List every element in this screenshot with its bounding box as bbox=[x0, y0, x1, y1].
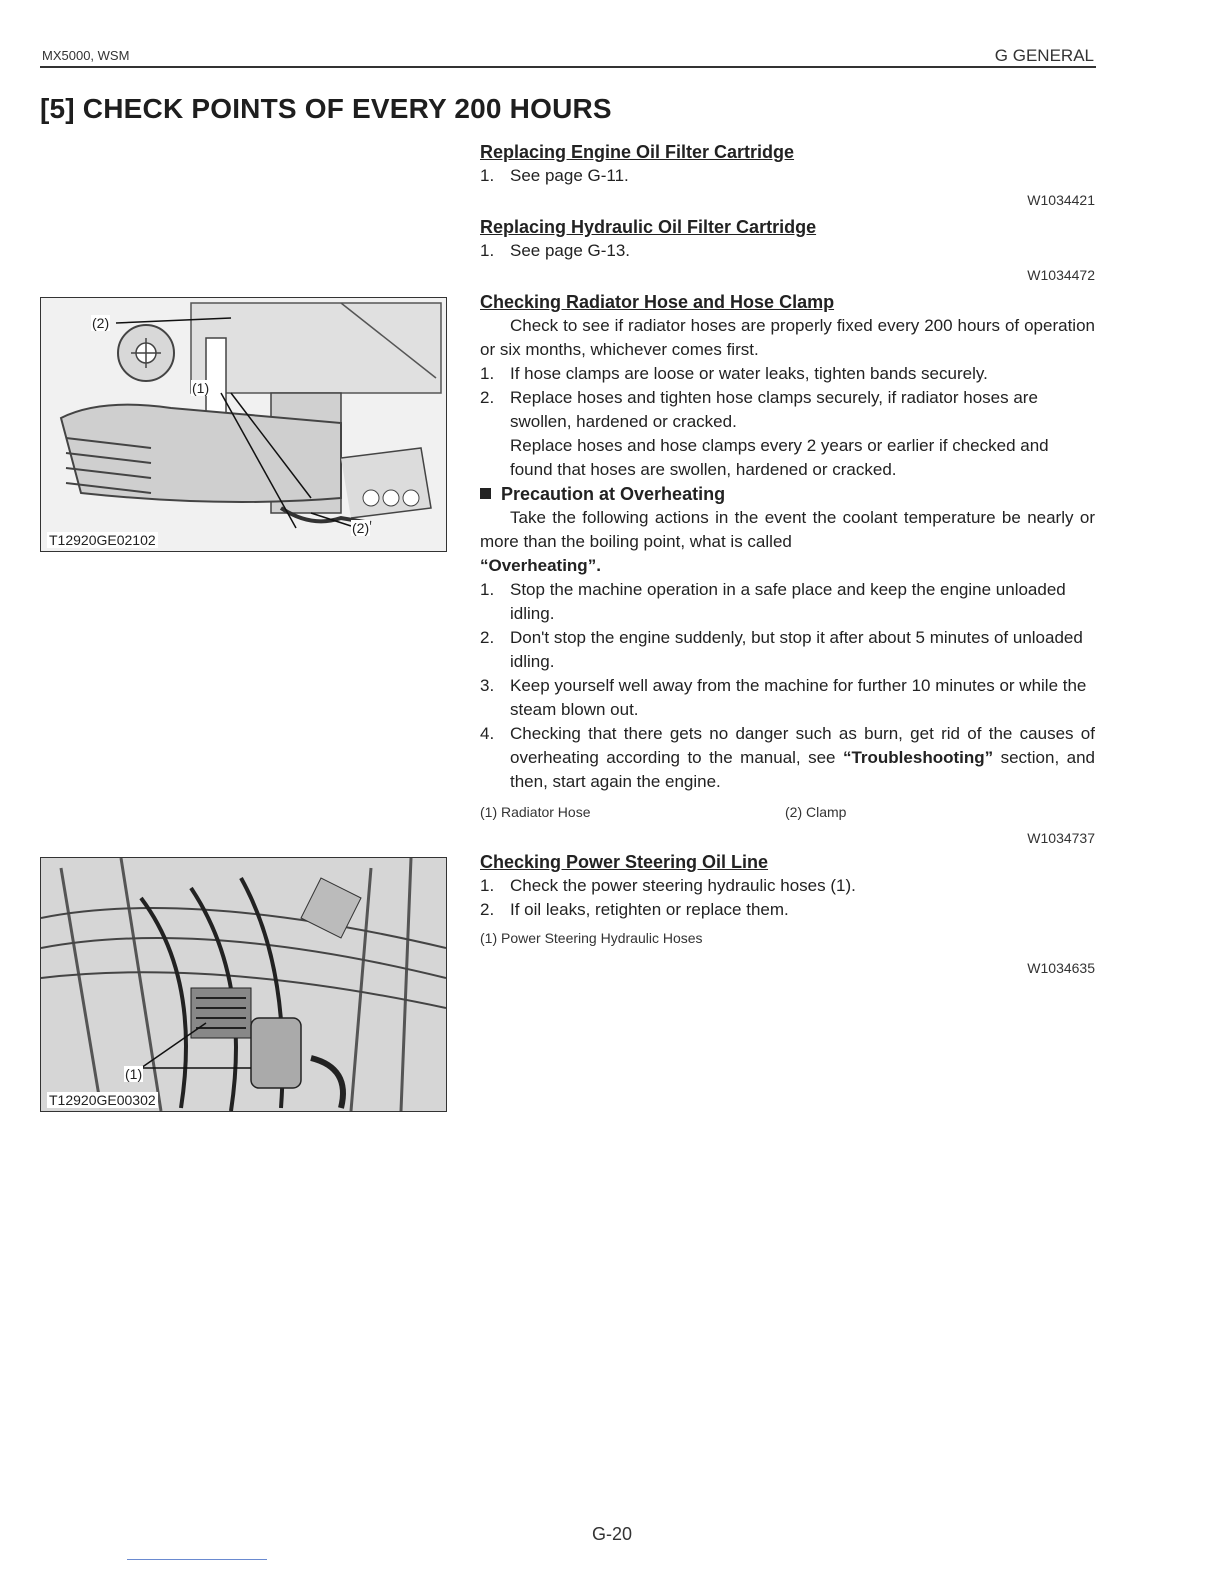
list-item bbox=[480, 898, 1095, 922]
step-number: 1. bbox=[480, 580, 495, 599]
legend-item: (1) Power Steering Hydraulic Hoses bbox=[480, 930, 703, 946]
figure-legend bbox=[480, 800, 1095, 824]
section-radiator-hose bbox=[480, 290, 1095, 850]
overheating-term: “Overheating”. bbox=[480, 556, 601, 575]
step-text: Stop the machine operation in a safe place and keep the engine unloaded idling. bbox=[510, 580, 1066, 623]
troubleshooting-reference: “Troubleshooting” bbox=[842, 748, 994, 767]
step-number: 1. bbox=[480, 166, 495, 185]
overheating-steps bbox=[480, 578, 1095, 794]
step-list bbox=[480, 362, 1095, 434]
square-bullet-icon bbox=[480, 488, 491, 499]
section-title: Replacing Engine Oil Filter Cartridge bbox=[480, 142, 795, 162]
section-code: W1034635 bbox=[1027, 960, 1095, 976]
step-text: If hose clamps are loose or water leaks, tighten bands securely. bbox=[510, 364, 988, 383]
step-text: Checking that there gets no danger such as burn, get rid of the causes of overheating according to the manual, see bbox=[510, 724, 1095, 767]
section-code: W1034472 bbox=[1027, 267, 1095, 283]
list-item bbox=[480, 362, 1095, 386]
step-list bbox=[480, 874, 1095, 922]
step-number: 2. bbox=[480, 388, 495, 407]
figure2-code: T12920GE00302 bbox=[49, 1092, 156, 1108]
step-number: 2. bbox=[480, 900, 495, 919]
section-title: Checking Radiator Hose and Hose Clamp bbox=[480, 292, 835, 312]
callout-power-steering-hoses: (1) bbox=[125, 1066, 143, 1082]
header-section-name: G GENERAL bbox=[994, 46, 1094, 65]
list-item bbox=[480, 239, 1095, 263]
footer-rule bbox=[127, 1559, 267, 1560]
precaution-intro bbox=[480, 506, 1095, 554]
step-text: Replace hoses and tighten hose clamps securely, if radiator hoses are swollen, hardened or cracked. bbox=[510, 388, 1038, 431]
header-manual-name: MX5000, WSM bbox=[42, 48, 130, 63]
step-number: 1. bbox=[480, 364, 495, 383]
callout-radiator-hose: (1) bbox=[192, 380, 210, 396]
header-rule bbox=[40, 66, 1096, 68]
step-number: 3. bbox=[480, 676, 495, 695]
step-text: Don't stop the engine suddenly, but stop it after about 5 minutes of unloaded idling. bbox=[510, 628, 1083, 671]
replacement-note: Replace hoses and hose clamps every 2 years or earlier if checked and found that hoses are swollen, hardened or cracked. bbox=[510, 436, 1049, 479]
list-item bbox=[480, 164, 1095, 188]
step-text: Check the power steering hydraulic hoses (1). bbox=[510, 876, 856, 895]
step-list bbox=[480, 239, 1095, 263]
callout-clamp-bottom: (2) bbox=[352, 520, 370, 536]
list-item bbox=[480, 722, 1095, 794]
step-text: If oil leaks, retighten or replace them. bbox=[510, 900, 789, 919]
list-item bbox=[480, 874, 1095, 898]
step-number: 1. bbox=[480, 241, 495, 260]
step-text: See page G-11. bbox=[510, 166, 629, 185]
step-text-end: section, and then, start again the engine. bbox=[510, 748, 1095, 791]
page-title: [5] CHECK POINTS OF EVERY 200 HOURS bbox=[40, 93, 612, 124]
section-code: W1034737 bbox=[1027, 830, 1095, 846]
precaution-title: Precaution at Overheating bbox=[501, 484, 726, 504]
precaution-heading bbox=[480, 482, 1095, 506]
step-text: See page G-13. bbox=[510, 241, 631, 260]
section-power-steering bbox=[480, 850, 1095, 980]
power-steering-illustration bbox=[41, 858, 446, 1111]
page-number: G-20 bbox=[591, 1524, 633, 1544]
figure-legend bbox=[480, 926, 1095, 950]
step-number: 2. bbox=[480, 628, 495, 647]
legend-item: (2) Clamp bbox=[785, 804, 847, 820]
radiator-hose-figure bbox=[40, 297, 447, 552]
list-item bbox=[480, 674, 1095, 722]
power-steering-figure bbox=[40, 857, 447, 1112]
figure1-code: T12920GE02102 bbox=[49, 532, 156, 548]
step-number: 1. bbox=[480, 876, 495, 895]
step-number: 4. bbox=[480, 724, 495, 743]
section-hydraulic-oil-filter bbox=[480, 215, 1095, 287]
list-item bbox=[480, 386, 1095, 434]
section-engine-oil-filter bbox=[480, 140, 1095, 212]
callout-clamp-top: (2) bbox=[92, 315, 110, 331]
legend-item: (1) Radiator Hose bbox=[480, 804, 591, 820]
step-list bbox=[480, 164, 1095, 188]
list-item bbox=[480, 626, 1095, 674]
section-title: Replacing Hydraulic Oil Filter Cartridge bbox=[480, 217, 817, 237]
step-text: Keep yourself well away from the machine for further 10 minutes or while the steam blown out. bbox=[510, 676, 1087, 719]
radiator-illustration bbox=[41, 298, 446, 551]
section-intro: Check to see if radiator hoses are properly fixed every 200 hours of operation or six months, whichever comes first. bbox=[480, 316, 1095, 359]
section-title: Checking Power Steering Oil Line bbox=[480, 852, 769, 872]
list-item bbox=[480, 578, 1095, 626]
precaution-intro-text: Take the following actions in the event the coolant temperature be nearly or more than the boiling point, what is called bbox=[480, 508, 1095, 551]
section-code: W1034421 bbox=[1027, 192, 1095, 208]
